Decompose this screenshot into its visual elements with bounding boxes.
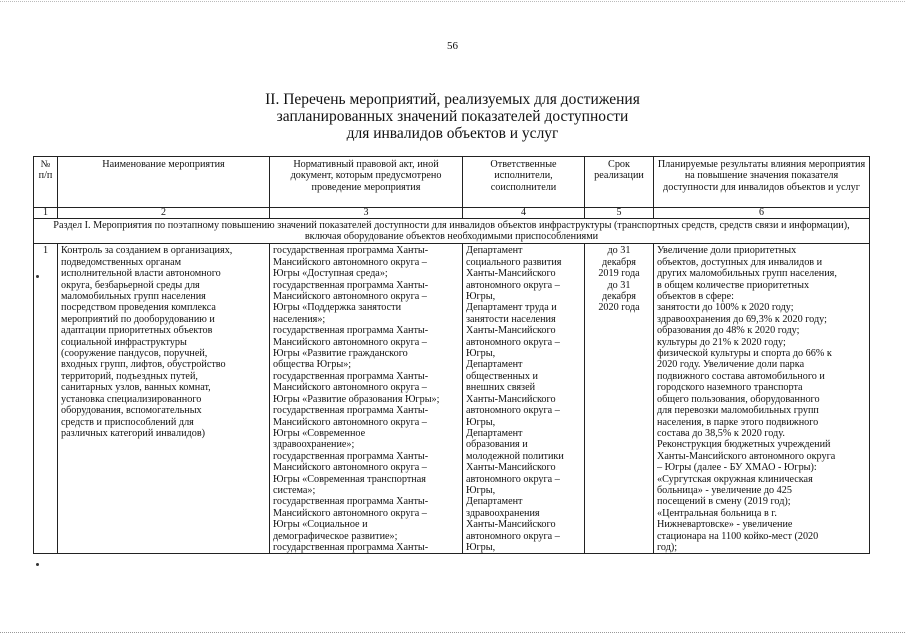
cell-line: средств и приспособлений для xyxy=(61,416,194,428)
cell-line: посредством проведения комплекса xyxy=(61,302,216,314)
cell-line: Департамент xyxy=(466,359,523,371)
cell-line: год); xyxy=(657,541,678,553)
cell-line: социальной инфраструктуры xyxy=(61,336,187,348)
header-term: Срок реализации xyxy=(585,157,654,208)
measures-table xyxy=(33,156,870,554)
cell-line: общего пользования, оборудованного xyxy=(657,393,820,405)
cell-line: 2020 года xyxy=(598,302,640,314)
cell-line: здравоохранения xyxy=(466,507,540,519)
cell-line: Югры «Современная транспортная xyxy=(273,473,426,485)
cell-line: объектов, доступных для инвалидов и xyxy=(657,256,823,268)
cell-line: Югры «Поддержка занятости xyxy=(273,302,402,314)
cell-line: Департамент труда и xyxy=(466,302,557,314)
cell-line: объектов в сфере: xyxy=(657,291,734,303)
cell-line: Югры «Развитие образования Югры»; xyxy=(273,393,440,405)
results-cell xyxy=(654,244,870,554)
cell-line: Югры «Социальное и xyxy=(273,519,368,531)
cell-line: внешних связей xyxy=(466,382,536,394)
cell-line: Мансийского автономного округа – xyxy=(273,462,427,474)
term-cell xyxy=(585,244,654,554)
responsible-cell xyxy=(463,244,585,554)
column-number-row xyxy=(34,208,870,219)
cell-line: государственная программа Ханты- xyxy=(273,405,429,417)
cell-line: Нижневартовске» - увеличение xyxy=(657,519,793,531)
cell-line: Увеличение доли приоритетных xyxy=(657,245,797,257)
legal-act-cell xyxy=(270,244,463,554)
cell-line: Ханты-Мансийского xyxy=(466,462,556,474)
cell-line: Департамент xyxy=(466,245,523,257)
title-line: для инвалидов объектов и услуг xyxy=(346,125,559,142)
cell-line: до 31 xyxy=(607,245,631,257)
cell-line: физической культуры и спорта до 66% к xyxy=(657,348,832,360)
scan-speck xyxy=(36,563,39,566)
cell-line: – Югры (далее - БУ ХМАО - Югры): xyxy=(657,462,817,474)
cell-line: округа, безбарьерной среды для xyxy=(61,279,200,291)
cell-line: населения, в парке этого подвижного xyxy=(657,416,819,428)
cell-line: подведомственных органам xyxy=(61,256,182,268)
cell-line: городского наземного транспорта xyxy=(657,382,803,394)
cell-line: демографическое развитие»; xyxy=(273,530,398,542)
cell-line: государственная программа Ханты- xyxy=(273,279,429,291)
cell-line: санитарных узлов, ванных комнат, xyxy=(61,382,211,394)
cell-line: «Сургутская окружная клиническая xyxy=(657,473,813,485)
cell-line: молодежной политики xyxy=(466,450,564,462)
cell-line: исполнительной власти автономного xyxy=(61,268,221,280)
header-results: Планируемые результаты влияния мероприятия на повышение значения показателя доступности для инвалидов объектов и услуг xyxy=(654,157,870,208)
column-number: 1 xyxy=(34,208,58,219)
cell-line: Югры «Доступная среда»; xyxy=(273,268,388,280)
cell-line: состава до 38,5% к 2020 году. xyxy=(657,427,785,439)
document-title xyxy=(0,91,905,142)
cell-line: государственная программа Ханты- xyxy=(273,496,429,508)
cell-line: государственная программа Ханты- xyxy=(273,450,429,462)
page-number: 56 xyxy=(447,40,458,52)
cell-line: государственная программа Ханты- xyxy=(273,541,429,553)
section-row xyxy=(34,219,870,244)
cell-line: Югры, xyxy=(466,541,496,553)
cell-line: Югры, xyxy=(466,416,496,428)
cell-line: занятости до 100% к 2020 году; xyxy=(657,302,794,314)
column-number: 4 xyxy=(463,208,585,219)
cell-line: образования и xyxy=(466,439,528,451)
column-number: 2 xyxy=(58,208,270,219)
cell-line: различных категорий инвалидов) xyxy=(61,427,206,439)
cell-line: в общем количестве приоритетных xyxy=(657,279,810,291)
cell-line: Мансийского автономного округа – xyxy=(273,256,427,268)
cell-line: Мансийского автономного округа – xyxy=(273,416,427,428)
cell-line: культуры до 21% к 2020 году; xyxy=(657,336,786,348)
cell-line: Мансийского автономного округа – xyxy=(273,382,427,394)
cell-line: стационара на 1100 койко-мест (2020 xyxy=(657,530,819,542)
cell-line: Югры «Современное xyxy=(273,427,366,439)
cell-line: социального развития xyxy=(466,256,562,268)
cell-line: 2019 года xyxy=(598,268,640,280)
cell-line: общественных и xyxy=(466,370,538,382)
cell-line: Департамент xyxy=(466,427,523,439)
cell-line: автономного округа – xyxy=(466,279,560,291)
column-number: 3 xyxy=(270,208,463,219)
cell-line: система»; xyxy=(273,484,316,496)
cell-line: других маломобильных групп населения, xyxy=(657,268,837,280)
cell-line: здравоохранения до 69,3% к 2020 году; xyxy=(657,313,827,325)
cell-line: (сооружение пандусов, поручней, xyxy=(61,348,208,360)
cell-line: Ханты-Мансийского xyxy=(466,268,556,280)
cell-line: автономного округа – xyxy=(466,530,560,542)
cell-line: декабря xyxy=(602,291,636,303)
cell-line: государственная программа Ханты- xyxy=(273,245,429,257)
column-number: 5 xyxy=(585,208,654,219)
cell-line: Ханты-Мансийского автономного округа xyxy=(657,450,836,462)
cell-line: Мансийского автономного округа – xyxy=(273,291,427,303)
cell-line: мероприятий по дооборудованию и xyxy=(61,313,215,325)
row-number: 1 xyxy=(34,244,58,554)
header-num: № п/п xyxy=(34,157,58,208)
cell-line: Реконструкция бюджетных учреждений xyxy=(657,439,831,451)
header-responsible: Ответственные исполнители, соисполнители xyxy=(463,157,585,208)
header-act: Нормативный правовой акт, иной документ, которым предусмотрено проведение мероприятия xyxy=(270,157,463,208)
cell-line: декабря xyxy=(602,256,636,268)
cell-line: Мансийского автономного округа – xyxy=(273,336,427,348)
cell-line: до 31 xyxy=(607,279,631,291)
title-line: II. Перечень мероприятий, реализуемых для достижения xyxy=(265,91,640,108)
cell-line: Департамент xyxy=(466,496,523,508)
cell-line: Югры, xyxy=(466,291,496,303)
cell-line: подвижного состава автомобильного и xyxy=(657,370,825,382)
cell-line: автономного округа – xyxy=(466,405,560,417)
cell-line: Мансийского автономного округа – xyxy=(273,507,427,519)
cell-line: здравоохранение»; xyxy=(273,439,355,451)
cell-line: территорий, подъездных путей, xyxy=(61,370,198,382)
cell-line: установка специализированного xyxy=(61,393,202,405)
cell-line: Ханты-Мансийского xyxy=(466,393,556,405)
cell-line: образования до 48% к 2020 году; xyxy=(657,325,800,337)
cell-line: Югры, xyxy=(466,348,496,360)
cell-line: 2020 году. Увеличение доли парка xyxy=(657,359,805,371)
cell-line: больница» - увеличение до 425 xyxy=(657,484,792,496)
cell-line: посещений в смену (2019 год); xyxy=(657,496,791,508)
cell-line: для перевозки маломобильных групп xyxy=(657,405,819,417)
measure-name-cell xyxy=(58,244,270,554)
title-line: запланированных значений показателей доступности xyxy=(276,108,629,125)
cell-line: Контроль за созданием в организациях, xyxy=(61,245,233,257)
cell-line: входных групп, лифтов, обустройство xyxy=(61,359,226,371)
table-row xyxy=(34,244,870,554)
header-name: Наименование мероприятия xyxy=(58,157,270,208)
cell-line: маломобильных групп населения xyxy=(61,291,206,303)
section-title: Раздел I. Мероприятия по поэтапному повышению значений показателей доступности для инвалидов объектов инфраструктуры (транспортных средств, средств связи и информации), включая оборудование объектов необходимыми приспособлениями xyxy=(34,219,870,244)
table-header-row xyxy=(34,157,870,208)
cell-line: Ханты-Мансийского xyxy=(466,325,556,337)
column-number: 6 xyxy=(654,208,870,219)
cell-line: занятости населения xyxy=(466,313,556,325)
scan-edge-top xyxy=(0,1,905,4)
cell-line: Югры «Развитие гражданского xyxy=(273,348,408,360)
cell-line: Ханты-Мансийского xyxy=(466,519,556,531)
cell-line: «Центральная больница в г. xyxy=(657,507,777,519)
scan-edge-bottom xyxy=(0,632,905,635)
cell-line: Югры, xyxy=(466,484,496,496)
cell-line: автономного округа – xyxy=(466,473,560,485)
cell-line: адаптации приоритетных объектов xyxy=(61,325,213,337)
cell-line: населения»; xyxy=(273,313,326,325)
cell-line: государственная программа Ханты- xyxy=(273,370,429,382)
cell-line: общества Югры»; xyxy=(273,359,352,371)
cell-line: оборудования, вспомогательных xyxy=(61,405,202,417)
cell-line: государственная программа Ханты- xyxy=(273,325,429,337)
cell-line: автономного округа – xyxy=(466,336,560,348)
